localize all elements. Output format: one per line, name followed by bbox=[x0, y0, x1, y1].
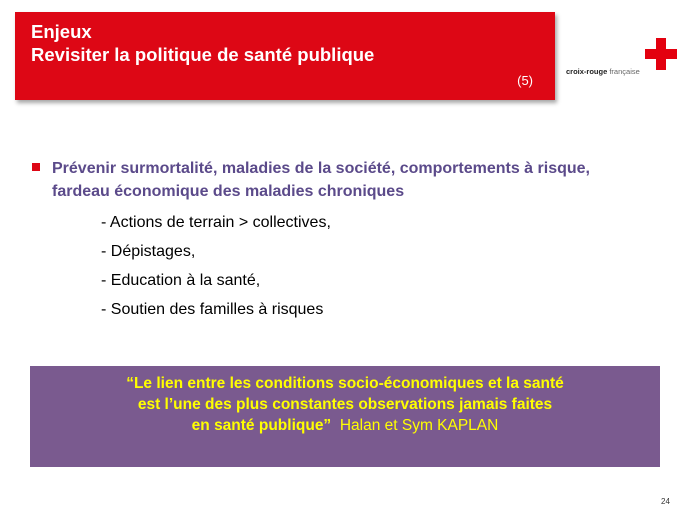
croix-rouge-logo bbox=[563, 38, 681, 78]
sub-item-list bbox=[101, 208, 331, 324]
quote-line: est l’une des plus constantes observations jamais faites bbox=[137, 396, 553, 413]
title-banner bbox=[15, 12, 555, 100]
sub-item: - Actions de terrain > collectives, bbox=[101, 214, 331, 231]
slide-title-line2: Revisiter la politique de santé publique bbox=[31, 44, 375, 65]
main-bullet-text: Prévenir surmortalité, maladies de la société, comportements à risque, fardeau économique des maladies chroniques bbox=[52, 160, 590, 200]
quote-line-last bbox=[30, 415, 660, 436]
logo-text bbox=[566, 67, 640, 76]
quote-line: en santé publique” bbox=[191, 417, 332, 434]
quote-line: “Le lien entre les conditions socio-économiques et la santé bbox=[126, 375, 564, 392]
quote-text bbox=[30, 373, 660, 436]
slide-title-number: (5) bbox=[517, 73, 533, 88]
logo-name-light: française bbox=[607, 67, 640, 76]
sub-item: - Soutien des familles à risques bbox=[101, 301, 324, 318]
logo-name-bold: croix-rouge bbox=[566, 67, 608, 76]
page-number: 24 bbox=[661, 497, 670, 506]
sub-item: - Dépistages, bbox=[101, 243, 196, 260]
quote-author: Halan et Sym KAPLAN bbox=[339, 417, 499, 434]
quote-box bbox=[30, 366, 660, 467]
sub-item: - Education à la santé, bbox=[101, 272, 261, 289]
bullet-square-icon bbox=[32, 163, 40, 171]
red-cross-icon bbox=[645, 38, 677, 70]
slide-title-line1: Enjeux bbox=[31, 21, 92, 42]
